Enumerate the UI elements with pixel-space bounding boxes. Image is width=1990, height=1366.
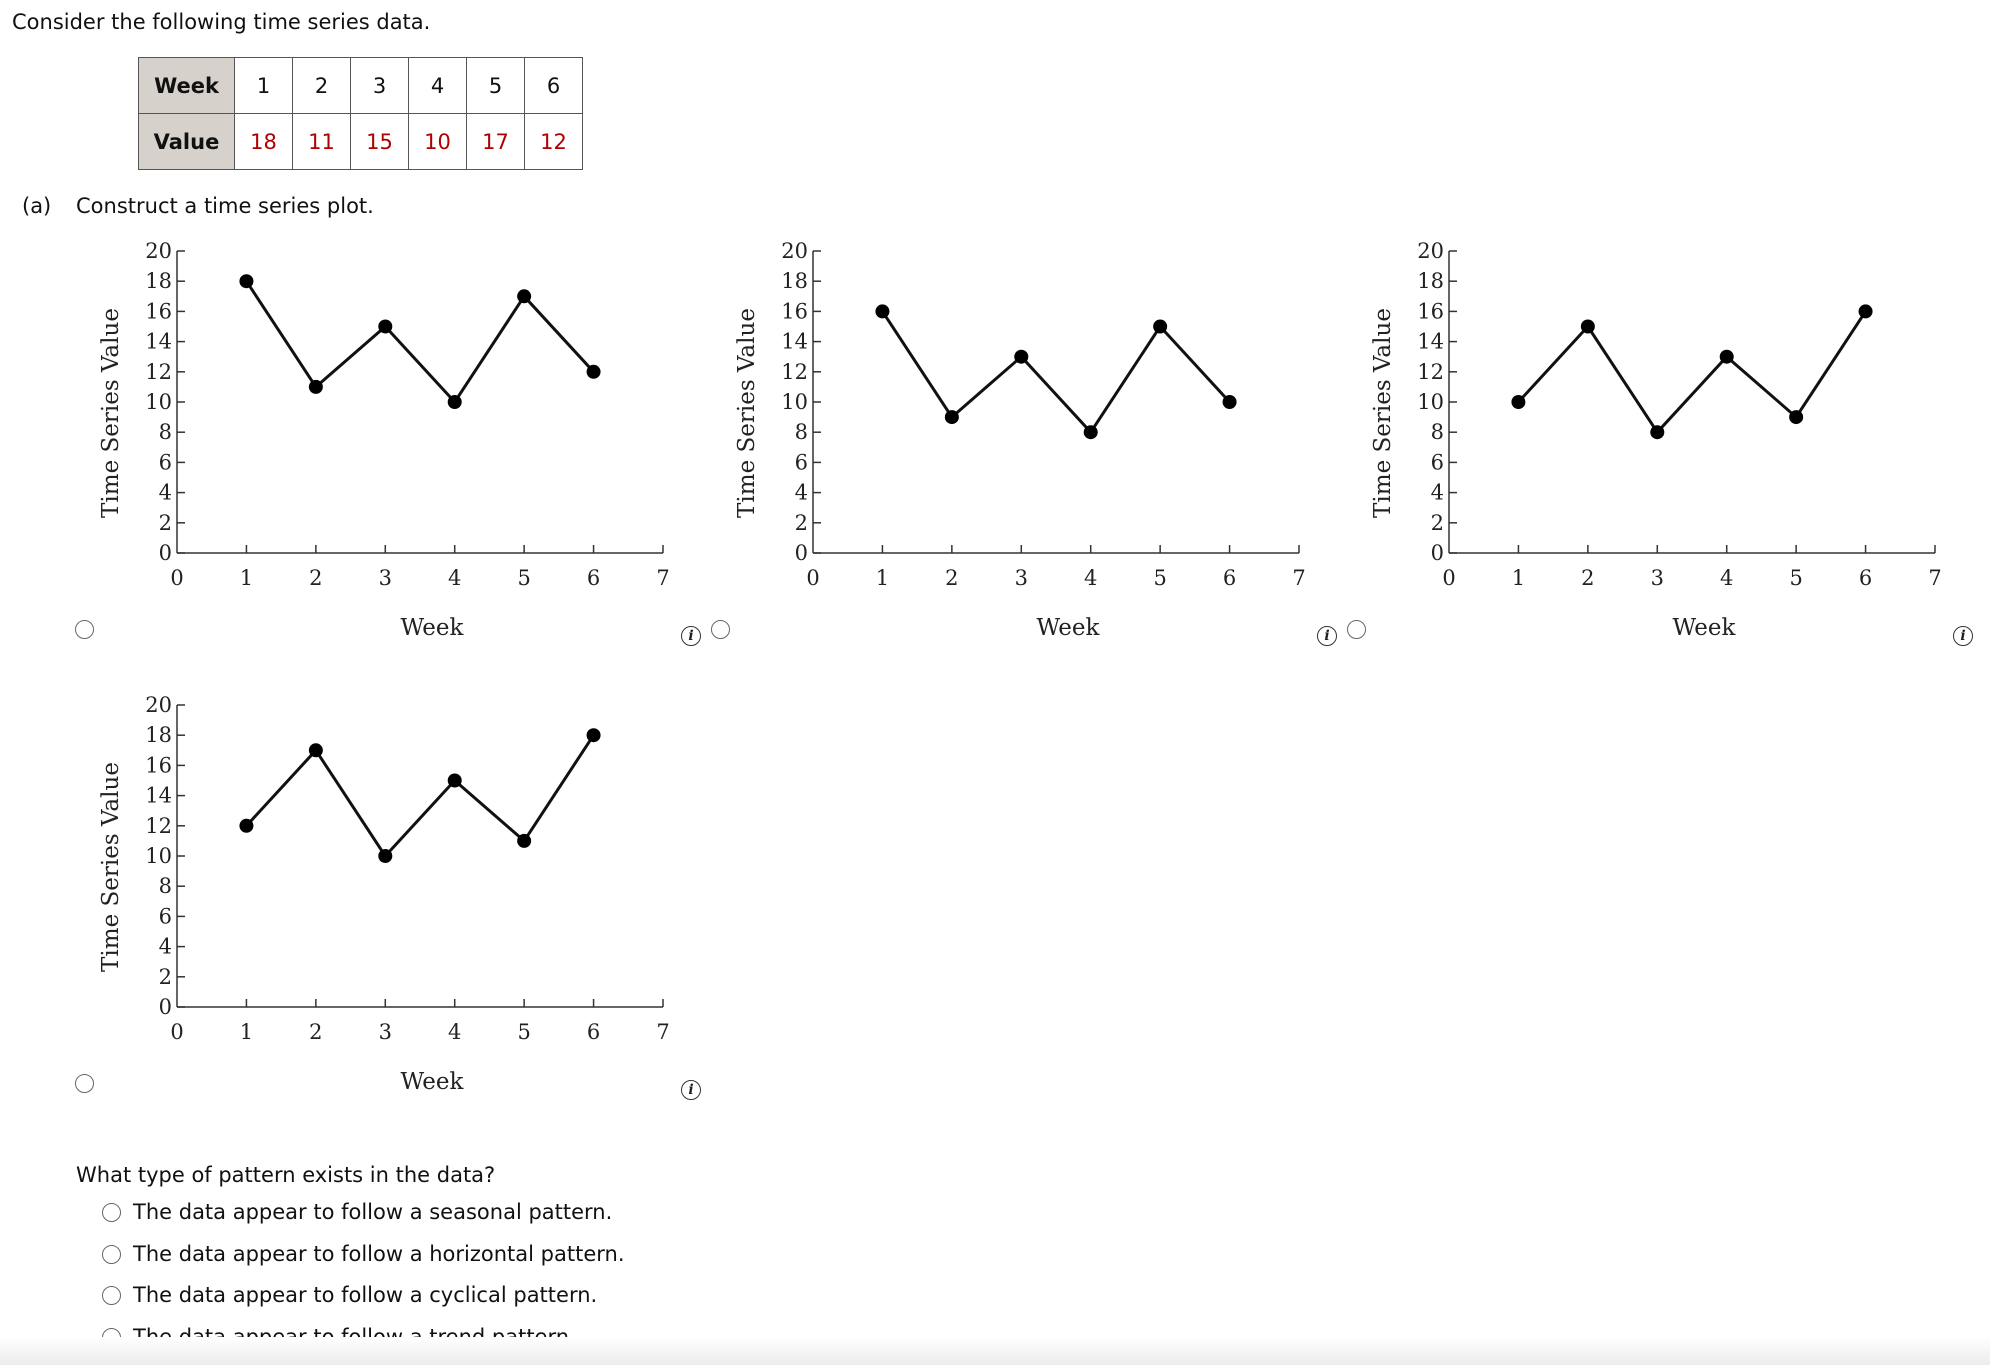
time-series-plot-option-3 [1368, 240, 1990, 640]
x-tick-label: 2 [309, 566, 322, 590]
value-cell: 18 [235, 114, 293, 170]
y-tick-label: 6 [795, 450, 808, 474]
series-line [246, 735, 593, 856]
pattern-option-seasonal[interactable] [102, 1200, 625, 1242]
axes [145, 239, 669, 590]
y-tick-label: 18 [145, 723, 172, 747]
info-icon[interactable]: i [681, 626, 701, 646]
plot-option-4-radio[interactable] [75, 1074, 94, 1093]
data-point [1014, 350, 1028, 364]
pattern-option-label: The data appear to follow a horizontal pattern. [133, 1242, 625, 1266]
y-tick-label: 4 [159, 935, 172, 959]
y-tick-label: 16 [1417, 299, 1444, 323]
data-point [378, 849, 392, 863]
y-tick-label: 4 [159, 481, 172, 505]
x-tick-label: 3 [1651, 566, 1664, 590]
week-cell: 5 [467, 58, 525, 114]
info-icon[interactable]: i [1953, 626, 1973, 646]
y-tick-label: 20 [1417, 239, 1444, 263]
week-cell: 2 [293, 58, 351, 114]
x-tick-label: 6 [1859, 566, 1872, 590]
week-cell: 1 [235, 58, 293, 114]
x-tick-label: 3 [379, 1020, 392, 1044]
x-tick-label: 0 [806, 566, 819, 590]
x-axis-title: Week [1673, 615, 1737, 641]
bottom-fade [0, 1337, 1990, 1365]
y-axis-title: Time Series Value [98, 308, 124, 518]
y-tick-label: 18 [781, 269, 808, 293]
pattern-question: What type of pattern exists in the data? [76, 1163, 495, 1187]
x-tick-label: 7 [1928, 566, 1941, 590]
time-series-plot-option-1 [96, 240, 736, 640]
x-tick-label: 5 [517, 566, 530, 590]
week-cell: 4 [409, 58, 467, 114]
y-tick-label: 20 [781, 239, 808, 263]
x-tick-label: 4 [1084, 566, 1097, 590]
part-a-text: Construct a time series plot. [76, 194, 374, 218]
y-tick-label: 14 [145, 330, 172, 354]
y-tick-label: 20 [145, 239, 172, 263]
y-tick-label: 4 [1431, 481, 1444, 505]
week-header: Week [139, 58, 235, 114]
x-tick-label: 4 [1720, 566, 1733, 590]
x-tick-label: 7 [656, 1020, 669, 1044]
series-line [246, 281, 593, 402]
table-row-value [139, 114, 583, 170]
x-tick-label: 5 [517, 1020, 530, 1044]
data-point [1153, 320, 1167, 334]
y-tick-label: 16 [781, 299, 808, 323]
y-tick-label: 4 [795, 481, 808, 505]
y-tick-label: 16 [145, 299, 172, 323]
x-axis-title: Week [401, 615, 465, 641]
x-tick-label: 3 [1015, 566, 1028, 590]
y-tick-label: 2 [159, 511, 172, 535]
data-point [1511, 395, 1525, 409]
data-point [1581, 320, 1595, 334]
time-series-plot-option-2 [732, 240, 1372, 640]
y-tick-label: 12 [1417, 360, 1444, 384]
y-tick-label: 2 [795, 511, 808, 535]
x-tick-label: 0 [170, 1020, 183, 1044]
y-tick-label: 16 [145, 753, 172, 777]
pattern-option-radio[interactable] [102, 1203, 121, 1222]
x-axis-title: Week [401, 1069, 465, 1095]
y-tick-label: 2 [159, 965, 172, 989]
axes [145, 693, 669, 1044]
y-tick-label: 0 [1431, 541, 1444, 565]
y-tick-label: 14 [781, 330, 808, 354]
data-point [517, 289, 531, 303]
data-point [239, 274, 253, 288]
data-point [587, 365, 601, 379]
y-tick-label: 0 [795, 541, 808, 565]
series-line [882, 311, 1229, 432]
x-tick-label: 2 [309, 1020, 322, 1044]
y-tick-label: 14 [145, 784, 172, 808]
data-point [309, 743, 323, 757]
y-tick-label: 8 [159, 420, 172, 444]
plot-option-3-radio[interactable] [1347, 620, 1366, 639]
x-tick-label: 1 [240, 1020, 253, 1044]
part-a-label: (a) [22, 194, 76, 218]
plot-option-1-radio[interactable] [75, 620, 94, 639]
data-point [1859, 304, 1873, 318]
x-tick-label: 6 [587, 566, 600, 590]
pattern-option-label: The data appear to follow a seasonal pattern. [133, 1200, 612, 1224]
data-point [1789, 410, 1803, 424]
y-tick-label: 0 [159, 541, 172, 565]
x-tick-label: 4 [448, 566, 461, 590]
y-tick-label: 6 [159, 904, 172, 928]
y-axis-title: Time Series Value [98, 762, 124, 972]
axes [781, 239, 1305, 590]
y-tick-label: 6 [159, 450, 172, 474]
intro-text: Consider the following time series data. [12, 10, 430, 34]
y-tick-label: 2 [1431, 511, 1444, 535]
pattern-option-horizontal[interactable] [102, 1242, 625, 1284]
week-cell: 3 [351, 58, 409, 114]
x-tick-label: 3 [379, 566, 392, 590]
y-axis-title: Time Series Value [1370, 308, 1396, 518]
data-point [448, 395, 462, 409]
y-tick-label: 8 [159, 874, 172, 898]
info-icon[interactable]: i [681, 1080, 701, 1100]
x-tick-label: 7 [1292, 566, 1305, 590]
y-tick-label: 10 [145, 390, 172, 414]
data-point [517, 834, 531, 848]
y-tick-label: 10 [1417, 390, 1444, 414]
data-point [1084, 425, 1098, 439]
value-cell: 11 [293, 114, 351, 170]
y-tick-label: 12 [145, 814, 172, 838]
x-tick-label: 1 [240, 566, 253, 590]
y-tick-label: 6 [1431, 450, 1444, 474]
value-cell: 17 [467, 114, 525, 170]
y-tick-label: 10 [145, 844, 172, 868]
y-tick-label: 18 [1417, 269, 1444, 293]
y-tick-label: 0 [159, 995, 172, 1019]
x-tick-label: 5 [1789, 566, 1802, 590]
data-point [448, 774, 462, 788]
y-tick-label: 12 [145, 360, 172, 384]
x-tick-label: 0 [1442, 566, 1455, 590]
pattern-option-cyclical[interactable] [102, 1283, 625, 1325]
y-tick-label: 18 [145, 269, 172, 293]
time-series-plot-option-4 [96, 694, 736, 1094]
y-tick-label: 10 [781, 390, 808, 414]
data-point [309, 380, 323, 394]
data-point [875, 304, 889, 318]
value-cell: 12 [525, 114, 583, 170]
data-point [945, 410, 959, 424]
value-cell: 10 [409, 114, 467, 170]
x-tick-label: 7 [656, 566, 669, 590]
x-tick-label: 0 [170, 566, 183, 590]
pattern-option-radio[interactable] [102, 1286, 121, 1305]
pattern-option-radio[interactable] [102, 1245, 121, 1264]
part-a-prompt [22, 194, 374, 218]
x-tick-label: 5 [1153, 566, 1166, 590]
y-tick-label: 8 [795, 420, 808, 444]
data-point [1223, 395, 1237, 409]
data-point [239, 819, 253, 833]
x-tick-label: 4 [448, 1020, 461, 1044]
x-tick-label: 6 [587, 1020, 600, 1044]
plot-option-2-radio[interactable] [711, 620, 730, 639]
data-point [378, 320, 392, 334]
y-axis-title: Time Series Value [734, 308, 760, 518]
data-point [587, 728, 601, 742]
y-tick-label: 20 [145, 693, 172, 717]
data-point [1650, 425, 1664, 439]
y-tick-label: 12 [781, 360, 808, 384]
y-tick-label: 14 [1417, 330, 1444, 354]
y-tick-label: 8 [1431, 420, 1444, 444]
table-row-week [139, 58, 583, 114]
data-point [1720, 350, 1734, 364]
pattern-option-label: The data appear to follow a cyclical pattern. [133, 1283, 597, 1307]
x-tick-label: 2 [945, 566, 958, 590]
value-header: Value [139, 114, 235, 170]
x-tick-label: 1 [876, 566, 889, 590]
time-series-table [138, 57, 583, 170]
info-icon[interactable]: i [1317, 626, 1337, 646]
x-tick-label: 1 [1512, 566, 1525, 590]
series-line [1518, 311, 1865, 432]
x-axis-title: Week [1037, 615, 1101, 641]
value-cell: 15 [351, 114, 409, 170]
week-cell: 6 [525, 58, 583, 114]
x-tick-label: 6 [1223, 566, 1236, 590]
x-tick-label: 2 [1581, 566, 1594, 590]
axes [1417, 239, 1941, 590]
